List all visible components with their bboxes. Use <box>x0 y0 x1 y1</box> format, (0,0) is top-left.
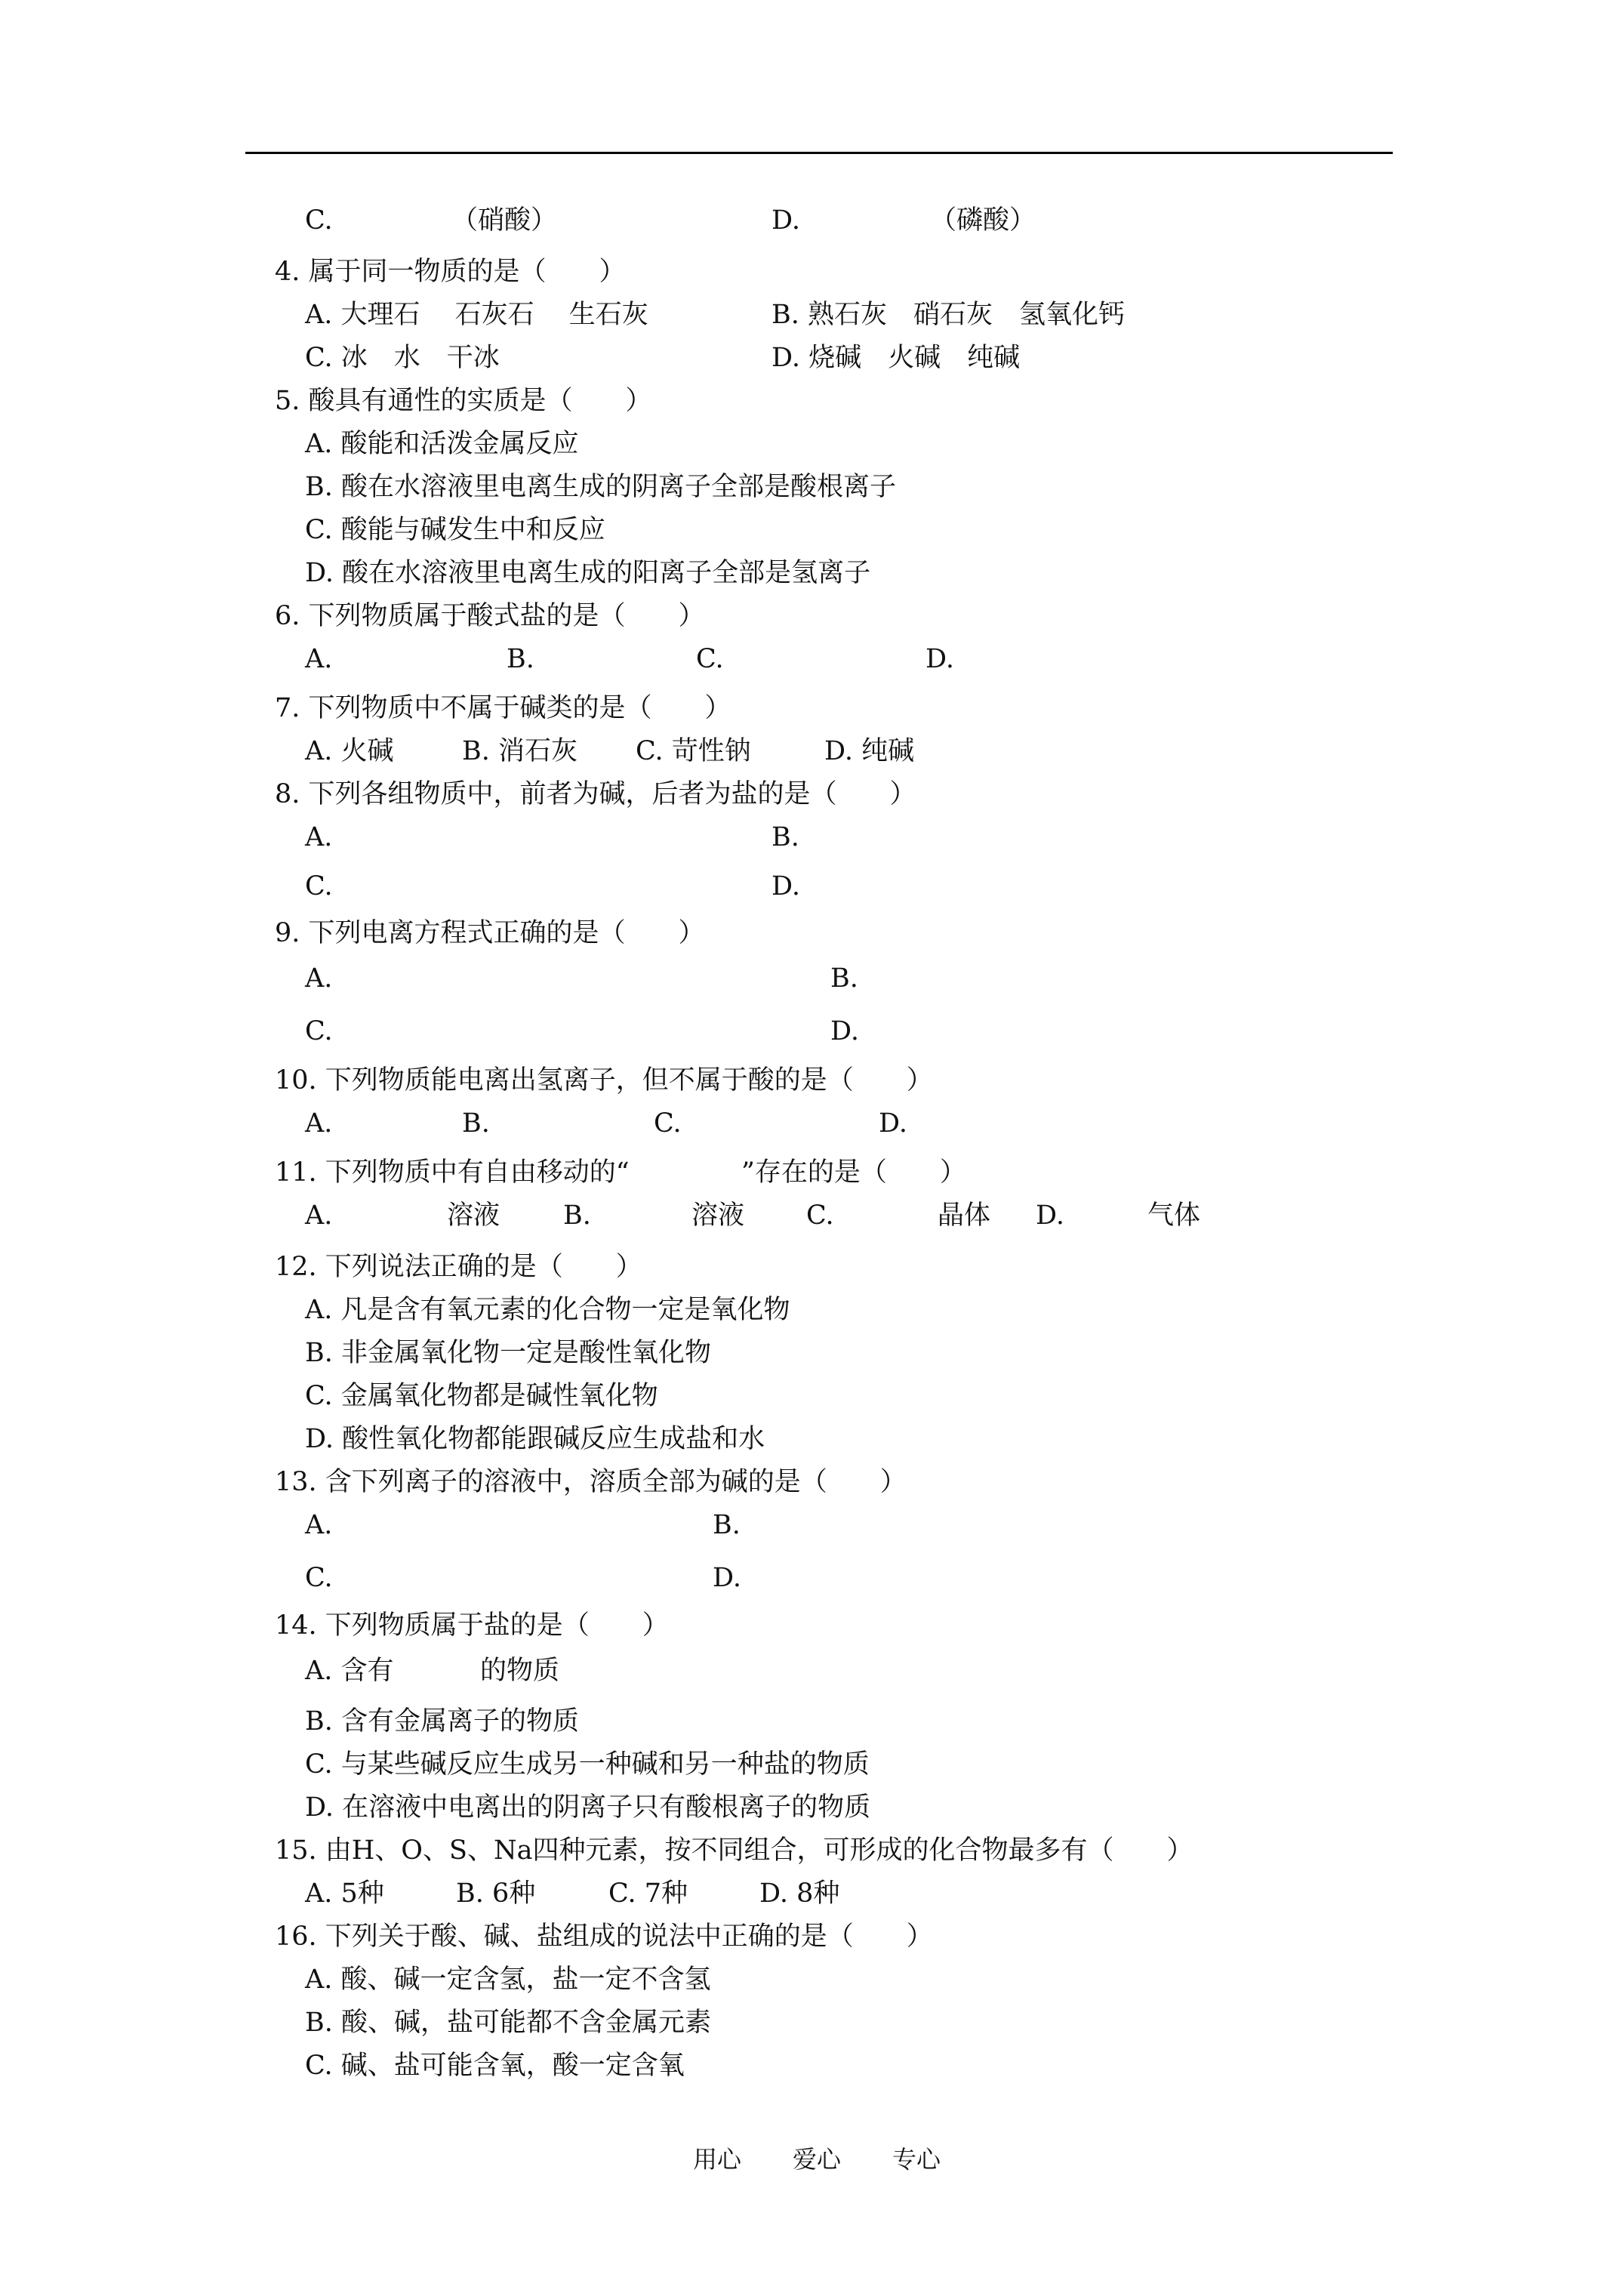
q11-option-a-label: A. <box>305 1200 333 1231</box>
q15-option-a: A. 5种 <box>305 1878 384 1909</box>
q11-option-d-text: 气体 <box>1147 1200 1201 1231</box>
q9-stem: 9. 下列电离方程式正确的是（ ） <box>275 918 705 948</box>
q15-stem: 15. 由H、O、S、Na四种元素，按不同组合，可形成的化合物最多有（ ） <box>275 1835 1193 1866</box>
q11-option-d-label: D. <box>1036 1200 1064 1231</box>
q5-option-c: C. 酸能与碱发生中和反应 <box>305 515 605 545</box>
q11-option-a-text: 溶液 <box>447 1200 500 1231</box>
q14-stem: 14. 下列物质属于盐的是（ ） <box>275 1610 669 1641</box>
q13-stem: 13. 含下列离子的溶液中，溶质全部为碱的是（ ） <box>275 1467 907 1497</box>
q8-option-b: B. <box>771 822 799 852</box>
q10-stem: 10. 下列物质能电离出氢离子，但不属于酸的是（ ） <box>275 1065 933 1096</box>
q12-stem: 12. 下列说法正确的是（ ） <box>275 1252 642 1282</box>
q15-option-d: D. 8种 <box>759 1878 840 1909</box>
footer-word-3: 专心 <box>892 2145 941 2174</box>
q4-option-a: A. 大理石 石灰石 生石灰 <box>305 300 648 330</box>
q12-option-b: B. 非金属氧化物一定是酸性氧化物 <box>305 1338 711 1368</box>
q14-option-c: C. 与某些碱反应生成另一种碱和另一种盐的物质 <box>305 1749 870 1780</box>
q10-option-a: A. <box>305 1108 333 1139</box>
q8-option-c: C. <box>305 871 333 901</box>
q11-stem-part2: ”存在的是（ ） <box>741 1157 966 1188</box>
q16-option-c: C. 碱、盐可能含氧，酸一定含氧 <box>305 2051 685 2081</box>
q8-option-a: A. <box>305 822 333 852</box>
q11-stem-part1: 11. 下列物质中有自由移动的“ <box>275 1157 630 1188</box>
q6-option-a: A. <box>305 644 333 674</box>
q7-stem: 7. 下列物质中不属于碱类的是（ ） <box>275 693 731 723</box>
q10-option-c: C. <box>654 1108 682 1139</box>
q7-option-a: A. 火碱 <box>305 736 394 766</box>
q6-option-b: B. <box>507 644 534 674</box>
q3-option-c-label: C. <box>305 205 333 236</box>
q5-stem: 5. 酸具有通性的实质是（ ） <box>275 386 652 416</box>
q3-option-d-text: （磷酸） <box>930 205 1036 236</box>
header-rule <box>245 152 1393 154</box>
q4-stem: 4. 属于同一物质的是（ ） <box>275 257 626 287</box>
footer-word-2: 爱心 <box>793 2145 842 2174</box>
q3-option-c-text: （硝酸） <box>451 205 558 236</box>
q12-option-d: D. 酸性氧化物都能跟碱反应生成盐和水 <box>305 1424 765 1454</box>
q14-option-d: D. 在溶液中电离出的阴离子只有酸根离子的物质 <box>305 1792 871 1823</box>
q9-option-b: B. <box>830 963 858 994</box>
q15-option-c: C. 7种 <box>608 1878 688 1909</box>
q7-option-b: B. 消石灰 <box>462 736 577 766</box>
footer-word-1: 用心 <box>693 2145 742 2174</box>
q10-option-d: D. <box>879 1108 907 1139</box>
q4-option-c: C. 冰 水 干冰 <box>305 343 500 373</box>
q4-option-d: D. 烧碱 火碱 纯碱 <box>771 343 1021 373</box>
q14-option-a-prefix: A. 含有 <box>305 1656 394 1686</box>
q10-option-b: B. <box>462 1108 490 1139</box>
q13-option-a: A. <box>305 1510 333 1540</box>
q8-option-d: D. <box>771 871 800 901</box>
q13-option-d: D. <box>713 1563 741 1593</box>
q6-option-c: C. <box>696 644 724 674</box>
q9-option-d: D. <box>830 1016 859 1046</box>
q16-stem: 16. 下列关于酸、碱、盐组成的说法中正确的是（ ） <box>275 1922 933 1952</box>
q6-stem: 6. 下列物质属于酸式盐的是（ ） <box>275 601 705 631</box>
q3-option-d-label: D. <box>771 205 800 236</box>
q9-option-c: C. <box>305 1016 333 1046</box>
q6-option-d: D. <box>925 644 954 674</box>
q5-option-a: A. 酸能和活泼金属反应 <box>305 429 579 459</box>
q14-option-b: B. 含有金属离子的物质 <box>305 1706 579 1737</box>
q9-option-a: A. <box>305 963 333 994</box>
q13-option-c: C. <box>305 1563 333 1593</box>
q11-option-c-label: C. <box>806 1200 834 1231</box>
q12-option-c: C. 金属氧化物都是碱性氧化物 <box>305 1381 658 1411</box>
q7-option-c: C. 苛性钠 <box>636 736 751 766</box>
q12-option-a: A. 凡是含有氧元素的化合物一定是氧化物 <box>305 1295 790 1325</box>
q8-stem: 8. 下列各组物质中，前者为碱，后者为盐的是（ ） <box>275 779 916 809</box>
q7-option-d: D. 纯碱 <box>824 736 915 766</box>
q11-option-b-label: B. <box>563 1200 591 1231</box>
q14-option-a-suffix: 的物质 <box>480 1656 560 1686</box>
q5-option-b: B. 酸在水溶液里电离生成的阴离子全部是酸根离子 <box>305 472 896 502</box>
q4-option-b: B. 熟石灰 硝石灰 氢氧化钙 <box>771 300 1125 330</box>
q5-option-d: D. 酸在水溶液里电离生成的阳离子全部是氢离子 <box>305 558 871 588</box>
q11-option-c-text: 晶体 <box>938 1200 991 1231</box>
q16-option-a: A. 酸、碱一定含氢，盐一定不含氢 <box>305 1965 711 1995</box>
q13-option-b: B. <box>713 1510 741 1540</box>
q11-option-b-text: 溶液 <box>691 1200 745 1231</box>
q15-option-b: B. 6种 <box>456 1878 536 1909</box>
q16-option-b: B. 酸、碱，盐可能都不含金属元素 <box>305 2008 711 2038</box>
